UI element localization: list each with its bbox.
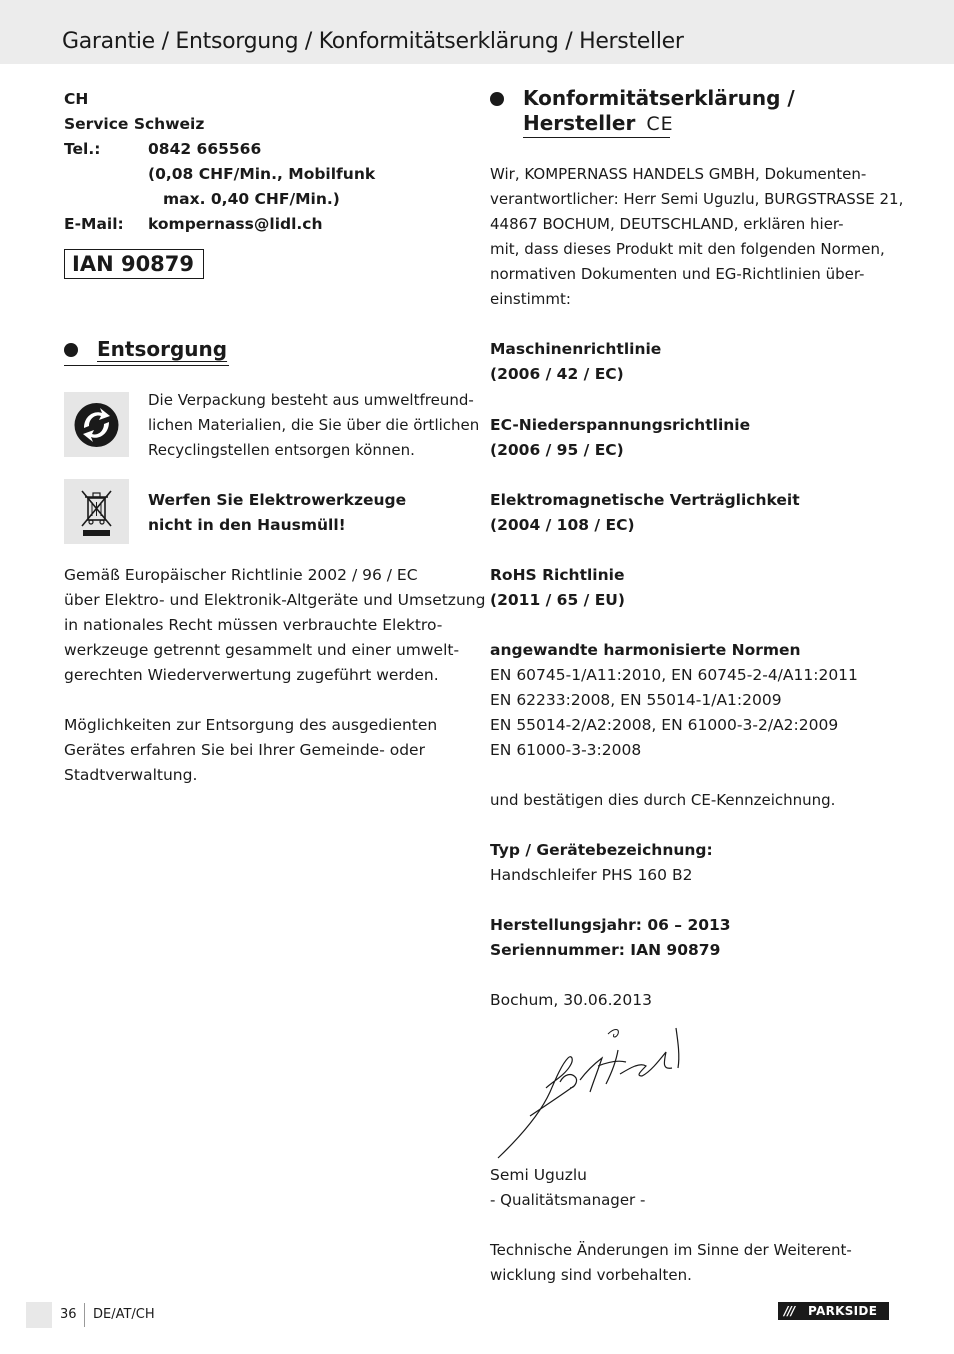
signer-role: - Qualitätsmanager - [490, 1191, 646, 1209]
recycling-icon [64, 392, 129, 457]
contact-tel-rate: (0,08 CHF/Min., Mobilfunk [148, 165, 376, 183]
disposal-paragraph-line: über Elektro- und Elektronik-Altgeräte und Umsetzung [64, 591, 486, 609]
section-heading-konformitaet: Konformitätserklärung / [523, 86, 795, 110]
disposal-options-line: Stadtverwaltung. [64, 766, 198, 784]
footer-divider [84, 1303, 85, 1327]
declaration-intro-line: einstimmt: [490, 290, 571, 308]
bullet-icon [490, 92, 504, 106]
directive-code: (2006 / 95 / EC) [490, 441, 624, 459]
directive-name: Elektromagnetische Verträglichkeit [490, 491, 800, 509]
declaration-intro-line: mit, dass dieses Produkt mit den folgenden Normen, [490, 240, 885, 258]
disposal-paragraph-line: werkzeuge getrennt gesammelt und einer umwelt- [64, 641, 460, 659]
page-number: 36 [60, 1307, 77, 1322]
page-title: Garantie / Entsorgung / Konformitätserklärung / Hersteller [62, 29, 684, 54]
signer-name: Semi Uguzlu [490, 1166, 587, 1184]
page-header [0, 0, 954, 64]
ce-confirmation: und bestätigen dies durch CE-Kennzeichnung. [490, 791, 836, 809]
contact-tel-label: Tel.: [64, 140, 101, 158]
contact-service: Service Schweiz [64, 115, 205, 133]
disposal-options-line: Möglichkeiten zur Entsorgung des ausgedienten [64, 716, 438, 734]
type-value: Handschleifer PHS 160 B2 [490, 866, 693, 884]
parkside-logo: /// PARKSIDE [778, 1302, 889, 1320]
recycle-text-line-3: Recyclingstellen entsorgen können. [148, 441, 415, 459]
declaration-intro-line: Wir, KOMPERNASS HANDELS GMBH, Dokumenten- [490, 165, 867, 183]
declaration-intro-line: normativen Dokumenten und EG-Richtlinien über- [490, 265, 865, 283]
ce-mark-icon: CE [646, 113, 674, 135]
disposal-paragraph-line: Gemäß Europäischer Richtlinie 2002 / 96 / EC [64, 566, 418, 584]
crossed-bin-icon [64, 479, 129, 544]
disclaimer-line: wicklung sind vorbehalten. [490, 1266, 692, 1284]
section-heading-hersteller: Hersteller CE [523, 111, 674, 135]
heading-underline [523, 137, 670, 138]
declaration-intro-line: 44867 BOCHUM, DEUTSCHLAND, erklären hier- [490, 215, 844, 233]
contact-email: kompernass@lidl.ch [148, 215, 323, 233]
ian-box [64, 249, 204, 279]
serial-number: Seriennummer: IAN 90879 [490, 941, 721, 959]
footer-marker [26, 1302, 52, 1328]
norm-line: EN 61000-3-3:2008 [490, 741, 642, 759]
contact-tel-rate-mobile: max. 0,40 CHF/Min.) [163, 190, 340, 208]
contact-tel-number: 0842 665566 [148, 140, 262, 158]
declaration-intro-line: verantwortlicher: Herr Semi Uguzlu, BURGSTRASSE 21, [490, 190, 904, 208]
norms-heading: angewandte harmonisierte Normen [490, 641, 801, 659]
directive-name: RoHS Richtlinie [490, 566, 625, 584]
directive-name: EC-Niederspannungsrichtlinie [490, 416, 751, 434]
recycle-text-line-2: lichen Materialien, die Sie über die örtlichen [148, 416, 480, 434]
directive-name: Maschinenrichtlinie [490, 340, 662, 358]
contact-country: CH [64, 90, 89, 108]
production-year: Herstellungsjahr: 06 – 2013 [490, 916, 731, 934]
directive-code: (2006 / 42 / EC) [490, 365, 624, 383]
weee-warning-line-2: nicht in den Hausmüll! [148, 516, 346, 534]
directive-code: (2011 / 65 / EU) [490, 591, 625, 609]
ian-number: IAN 90879 [72, 252, 195, 276]
recycle-text-line-1: Die Verpackung besteht aus umweltfreund- [148, 391, 474, 409]
contact-email-label: E-Mail: [64, 215, 124, 233]
bullet-icon [64, 343, 78, 357]
disclaimer-line: Technische Änderungen im Sinne der Weiterent- [490, 1241, 852, 1259]
signature-image [490, 1022, 690, 1162]
section-heading-entsorgung: Entsorgung [97, 337, 228, 361]
norm-line: EN 60745-1/A11:2010, EN 60745-2-4/A11:2011 [490, 666, 858, 684]
footer-language: DE/AT/CH [93, 1307, 155, 1322]
weee-warning-line-1: Werfen Sie Elektrowerkzeuge [148, 491, 407, 509]
directive-code: (2004 / 108 / EC) [490, 516, 635, 534]
place-date: Bochum, 30.06.2013 [490, 991, 652, 1009]
heading-underline [64, 365, 229, 366]
disposal-paragraph-line: in nationales Recht müssen verbrauchte Elektro- [64, 616, 443, 634]
disposal-paragraph-line: gerechten Wiederverwertung zugeführt werden. [64, 666, 439, 684]
disposal-options-line: Gerätes erfahren Sie bei Ihrer Gemeinde- oder [64, 741, 425, 759]
type-label: Typ / Gerätebezeichnung: [490, 841, 713, 859]
norm-line: EN 62233:2008, EN 55014-1/A1:2009 [490, 691, 782, 709]
norm-line: EN 55014-2/A2:2008, EN 61000-3-2/A2:2009 [490, 716, 839, 734]
